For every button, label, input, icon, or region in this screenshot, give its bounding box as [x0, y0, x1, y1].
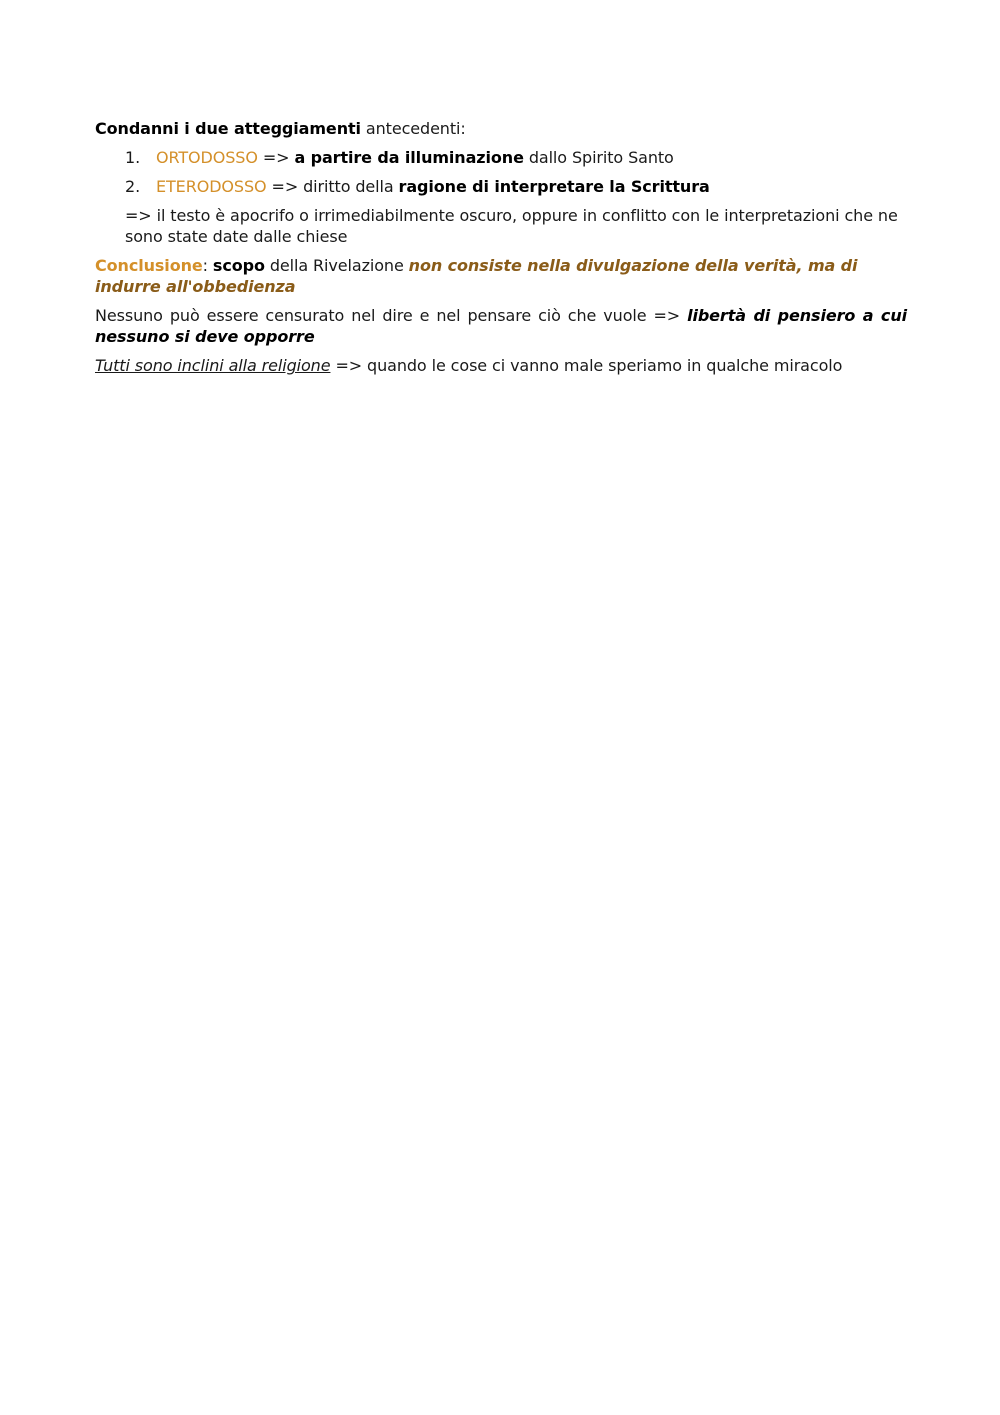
- conclusion-mid: della Rivelazione: [264, 256, 409, 275]
- religion-rest: => quando le cose ci vanno male speriamo in qualche miracolo: [330, 356, 843, 375]
- conclusion-bold: scopo: [212, 256, 265, 275]
- conclusion-colon: :: [202, 256, 213, 275]
- list-arrow-2: => diritto della: [266, 177, 399, 196]
- conclusion-paragraph: [95, 255, 907, 297]
- conclusion-emphasis: non consiste nella divulgazione della verità, ma di indurre all'obbedienza: [95, 256, 858, 296]
- list-number-2: 2.: [125, 177, 141, 196]
- list-item-1: [95, 147, 907, 168]
- document-page: [95, 118, 907, 384]
- freedom-emphasis: libertà di pensiero a cui nessuno si deve opporre: [95, 306, 907, 346]
- list-bold-1: a partire da illuminazione: [294, 148, 524, 167]
- intro-bold: Condanni i due atteggiamenti: [95, 119, 361, 138]
- list-arrow-1: =>: [257, 148, 295, 167]
- intro-rest: antecedenti:: [360, 119, 466, 138]
- freedom-text: Nessuno può essere censurato nel dire e nel pensare ciò che vuole =>: [95, 306, 688, 325]
- religion-underlined: Tutti sono inclini alla religione: [95, 356, 331, 375]
- list-bold-2: ragione di interpretare la Scrittura: [398, 177, 710, 196]
- freedom-paragraph: [95, 305, 907, 347]
- religion-paragraph: [95, 355, 907, 376]
- list-number-1: 1.: [125, 148, 141, 167]
- conclusion-label: Conclusione: [95, 256, 203, 275]
- list-rest-1: dallo Spirito Santo: [523, 148, 674, 167]
- list-label-ortodosso: ORTODOSSO: [156, 148, 258, 167]
- list-label-eterodosso: ETERODOSSO: [156, 177, 267, 196]
- intro-paragraph: [95, 118, 907, 139]
- note-paragraph: => il testo è apocrifo o irrimediabilmente oscuro, oppure in conflitto con le interpretazioni che ne sono state date dalle chiese: [125, 206, 898, 246]
- list-item-2: [95, 176, 907, 197]
